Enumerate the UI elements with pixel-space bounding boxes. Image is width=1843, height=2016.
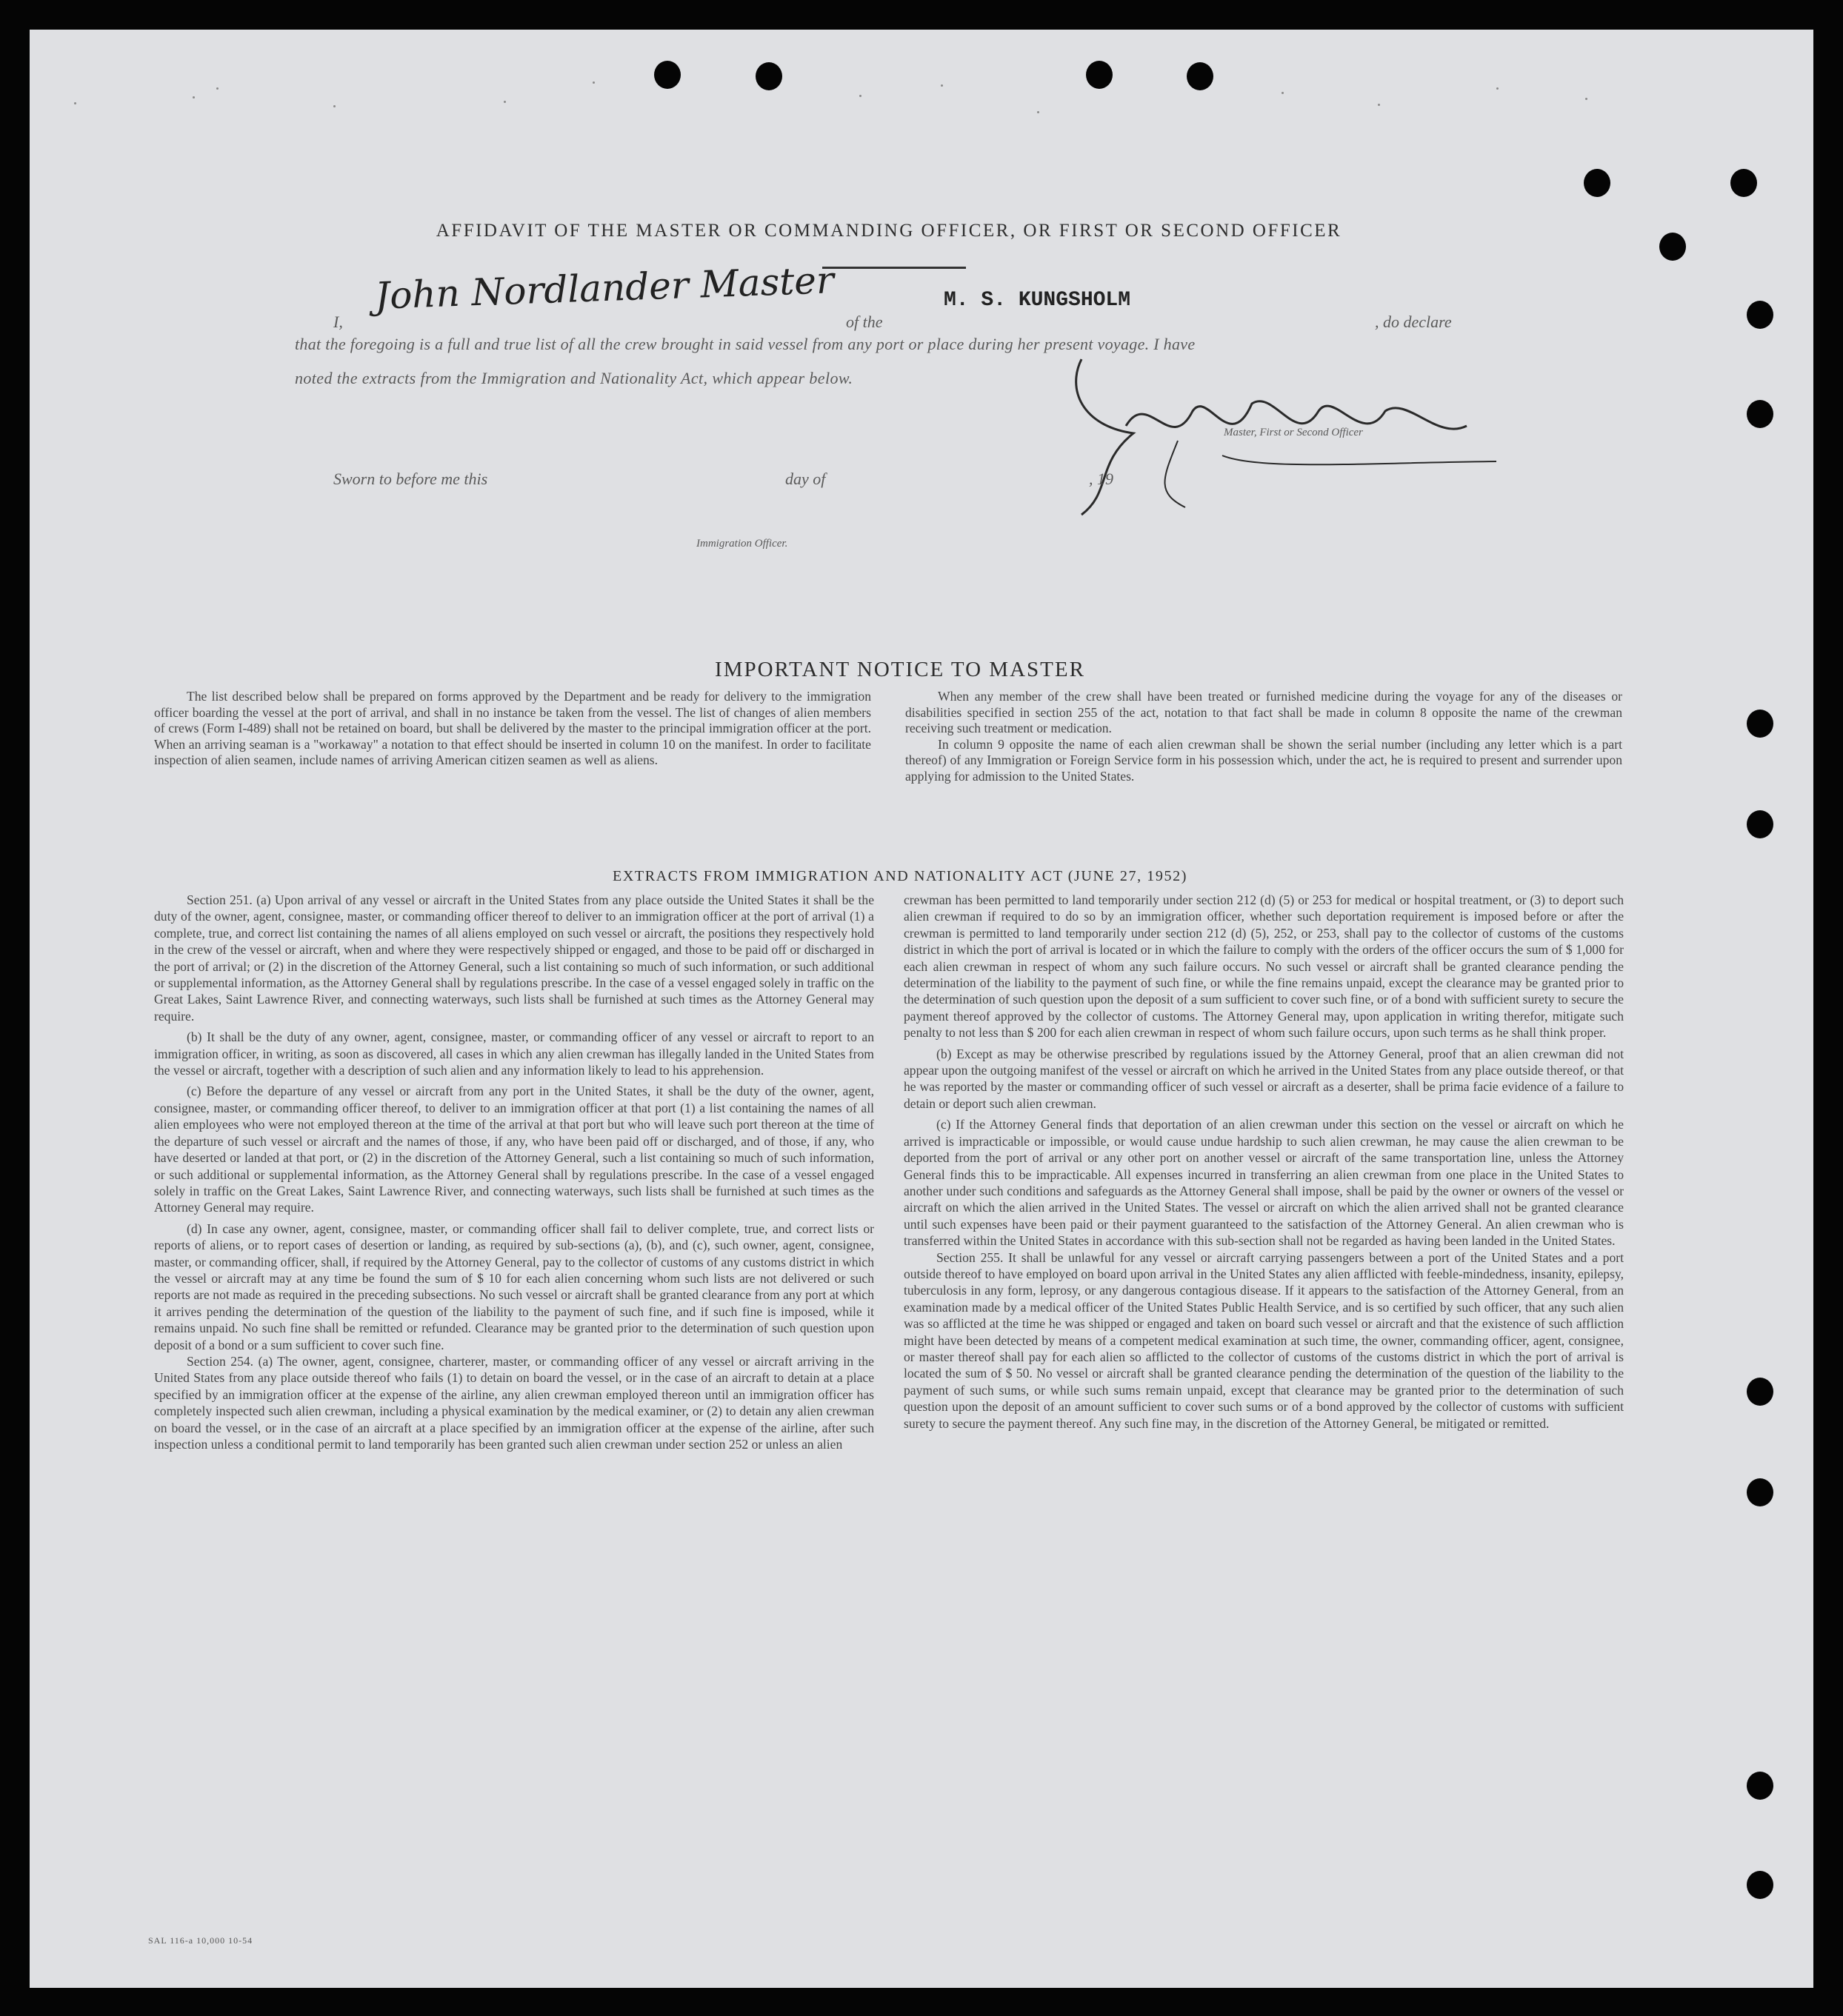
- dust-speck: [941, 84, 943, 87]
- sworn-day-of: day of: [785, 470, 826, 488]
- extract-paragraph: Section 251. (a) Upon arrival of any vessel or aircraft in the United States from any place outside the United States it shall be the duty of the owner, agent, consignee, master, or commanding officer thereof to deliver to an immigration officer at the port of arrival (1) a complete, true, and correct list containing the names of all aliens employed on such vessel or aircraft, the positions they respectively hold in the crew of the vessel or aircraft, when and where they were respectively shipped or engaged, and those to be paid off or discharged in the port of arrival; or (2) in the discretion of the Attorney General, such a list containing so much of such information, or such additional or supplemental information, as the Attorney General shall by regulations prescribe. In the case of a vessel engaged solely in traffic on the Great Lakes, Saint Lawrence River, and connecting waterways, such lists shall be furnished at such times as the Attorney General may require.: [154, 892, 874, 1024]
- declaration-suffix: , do declare: [1375, 313, 1452, 331]
- punch-hole: [654, 61, 681, 89]
- punch-hole: [756, 62, 782, 90]
- notice-left-column: [154, 689, 871, 769]
- punch-hole: [1747, 1871, 1773, 1899]
- punch-hole: [1584, 169, 1610, 197]
- extract-paragraph: (c) Before the departure of any vessel or aircraft from any port in the United States, it shall be the duty of the owner, agent, consignee, master, or commanding officer thereof, to deliver to an immigration officer at that port (1) a list containing the names of all alien employees who were not employed thereon at the time of the arrival at that port but who will leave such port thereon at the time of the departure of such vessel or aircraft and the names of those, if any, who have been paid off or discharged, and of those, if any, who have deserted or landed at that port, or (2) in the discretion of the Attorney General, such a list containing so much of such information, or such additional or supplemental information, as the Attorney General shall by regulations prescribe. In the case of a vessel engaged solely in traffic on the Great Lakes, Saint Lawrence River, and connecting waterways, such lists shall be furnished at such times as the Attorney General may require.: [154, 1084, 874, 1215]
- extracts-title: EXTRACTS FROM IMMIGRATION AND NATIONALITY ACT (JUNE 27, 1952): [613, 868, 1187, 884]
- notice-right-column: [905, 689, 1622, 785]
- dust-speck: [1037, 111, 1039, 113]
- extract-paragraph: Section 254. (a) The owner, agent, consignee, charterer, master, or commanding officer of any vessel or aircraft arriving in the United States from any place outside thereof who fails (1) to detain on board the vessel, or in the case of an aircraft to detain at a place specified by an immigration officer at the expense of the airline, any alien crewman employed thereon until an immigration officer has completely inspected such alien crewman, including a physical examination by the medical examiner, or (2) to detain any alien crewman on board the vessel, or in the case of an aircraft at a place specified by an immigration officer at the expense of the airline, after such inspection unless a conditional permit to land temporarily has been granted such alien crewman under section 252 or unless an alien: [154, 1353, 874, 1452]
- extracts-left-column: [154, 892, 874, 1452]
- dust-speck: [193, 96, 195, 99]
- extract-paragraph: crewman has been permitted to land temporarily under section 212 (d) (5) or 253 for medical or hospital treatment, or (3) to deport such alien crewman if required to do so by an immigration officer, whether such deportation requirement is imposed before or after the crewman is permitted to land temporarily under section 212 (d) (5), 252, or 253, shall pay to the collector of customs of the customs district in which the port of arrival is located or in which the failure to comply with the orders of the officer occurs the sum of $ 1,000 for each alien crewman in respect of whom any such failure occurs. No such vessel or aircraft shall be granted clearance pending the determination of the liability to the payment of such fine, or while the fine remains unpaid, except the clearance may be granted prior to the determination of such question upon the deposit of a sum sufficient to cover such fine, or of a bond with sufficient surety to secure the payment thereof approved by the collector of customs. The Attorney General may, upon application in writing therefor, mitigate such penalty to not less than $ 200 for each alien crewman in respect of whom such failure occurs, upon such terms as he shall think proper.: [904, 892, 1624, 1041]
- punch-hole: [1747, 710, 1773, 738]
- handwritten-signer-name: John Nordlander Master: [374, 258, 835, 318]
- declaration-prefix: I,: [333, 313, 343, 331]
- punch-hole: [1747, 1478, 1773, 1506]
- dust-speck: [859, 95, 861, 97]
- sworn-text: Sworn to before me this: [333, 470, 488, 488]
- notice-title: IMPORTANT NOTICE TO MASTER: [715, 658, 1085, 681]
- dust-speck: [216, 87, 219, 90]
- affidavit-title: AFFIDAVIT OF THE MASTER OR COMMANDING OFFICER, OR FIRST OR SECOND OFFICER: [436, 221, 1342, 241]
- dust-speck: [504, 101, 506, 103]
- declaration-line-2: that the foregoing is a full and true list of all the crew brought in said vessel from any port or place during her present voyage. I have: [295, 335, 1196, 353]
- signature-caption: Master, First or Second Officer: [1224, 427, 1363, 438]
- dust-speck: [1378, 104, 1380, 106]
- extract-paragraph: Section 255. It shall be unlawful for any vessel or aircraft carrying passengers between a port of the United States and a port outside thereof to have employed on board upon arrival in the United States any alien afflicted with feeble-mindedness, insanity, epilepsy, tuberculosis in any form, leprosy, or any dangerous contagious disease. If it appears to the satisfaction of the Attorney General, from an examination made by a medical officer of the United States Public Health Service, and is so certified by such officer, that any such alien was so afflicted at the time he was shipped or engaged and taken on board such vessel or aircraft and that the existence of such affliction might have been detected by means of a competent medical examination at such time, the owner, commanding officer, agent, consignee, or master thereof shall pay for each alien so afflicted to the collector of customs of the customs district in which the port of arrival is located the sum of $ 50. No vessel or aircraft shall be granted clearance pending the determination of the question of the liability to the payment of such sums, or while such sums remain unpaid, except that clearance may be granted prior to the determination of such question upon the deposit of an amount sufficient to cover such sums or of a bond approved by the collector of customs with sufficient surety to secure the payment thereof. Any such fine may, in the discretion of the Attorney General, be mitigated or remitted.: [904, 1249, 1624, 1431]
- extract-paragraph: (b) It shall be the duty of any owner, agent, consignee, master, or commanding officer of any vessel or aircraft to report to an immigration officer, in writing, as soon as discovered, all cases in which any alien crewman has illegally landed in the United States from the vessel or aircraft, together with a description of such alien and any information likely to lead to his apprehension.: [154, 1029, 874, 1078]
- punch-hole: [1747, 1378, 1773, 1406]
- dust-speck: [1282, 92, 1284, 94]
- extract-paragraph: (c) If the Attorney General finds that deportation of an alien crewman under this section on the vessel or aircraft on which he arrived is impracticable or impossible, or would cause undue hardship to such alien crewman, he may cause the alien crewman to be deported from the port of arrival or any other port on another vessel or aircraft of the same transportation line, unless the Attorney General finds this to be impracticable. All expenses incurred in transferring an alien crewman from one place in the United States to another under such conditions and safeguards as the Attorney General shall impose, shall be paid by the owner or owners of the vessel or aircraft on which the alien arrived in the United States. The vessel or aircraft on which the alien arrived shall not be granted clearance until such expenses have been paid or their payment guaranteed to the satisfaction of the Attorney General. An alien crewman who is transferred within the United States in accordance with this sub-section shall not be regarded as having been landed in the United States.: [904, 1117, 1624, 1249]
- extract-paragraph: (d) In case any owner, agent, consignee, master, or commanding officer shall fail to deliver complete, true, and correct lists or reports of aliens, or to report cases of desertion or landing, as required by sub-sections (a), (b), and (c), such owner, agent, consignee, master, or commanding officer, shall, if required by the Attorney General, pay to the collector of customs of any customs district in which the vessel or aircraft may at any time be found the sum of $ 10 for each alien concerning whom such lists are not delivered or such reports are not made as required in the preceding subsections. No such vessel or aircraft shall be granted clearance from any port at which it arrives pending the determination of the question of the liability to the payment of such fine, and if such fine is imposed, while it remains unpaid. No such fine shall be remitted or refunded. Clearance may be granted prior to the determination of such question upon deposit of a bond or a sum sufficient to cover such fine.: [154, 1221, 874, 1352]
- vessel-name: M. S. KUNGSHOLM: [944, 289, 1131, 312]
- dust-speck: [74, 102, 76, 104]
- extract-paragraph: (b) Except as may be otherwise prescribed by regulations issued by the Attorney General, proof that an alien crewman did not appear upon the outgoing manifest of the vessel or aircraft on which he arrived in the United States from any place outside thereof, or that he was reported by the master or commanding officer of such vessel or aircraft as a deserter, shall be prima facie evidence of a failure to detain or deport such alien crewman.: [904, 1046, 1624, 1111]
- notice-paragraph: In column 9 opposite the name of each alien crewman shall be shown the serial number (including any letter which is a part thereof) of any Immigration or Foreign Service form in his possession which, under the act, he is required to present and surrender upon applying for admission to the United States.: [905, 736, 1622, 784]
- punch-hole: [1747, 810, 1773, 838]
- dust-speck: [593, 81, 595, 84]
- dust-speck: [1496, 87, 1499, 90]
- notice-paragraph: The list described below shall be prepared on forms approved by the Department and be ready for delivery to the immigration officer boarding the vessel at the port of arrival, and shall in no instance be taken from the vessel. The list of changes of alien members of crews (Form I-489) shall not be retained on board, but shall be delivered by the master to the principal immigration officer at the port. When an arriving seaman is a "workaway" a notation to that effect should be inserted in column 10 on the manifest. In order to facilitate inspection of alien seamen, include names of arriving American citizen seamen as well as aliens.: [154, 689, 871, 768]
- punch-hole: [1747, 1772, 1773, 1800]
- declaration-line-3: noted the extracts from the Immigration and Nationality Act, which appear below.: [295, 369, 853, 387]
- declaration-of-the: of the: [846, 313, 883, 331]
- sworn-year: , 19: [1089, 470, 1113, 488]
- notice-paragraph: When any member of the crew shall have been treated or furnished medicine during the voyage for any of the diseases or disabilities specified in section 255 of the act, notation to that fact shall be made in column 8 opposite the name of the crewman receiving such treatment or medication.: [905, 689, 1622, 736]
- dust-speck: [333, 105, 336, 107]
- document-page: [30, 30, 1813, 1988]
- immigration-officer-label: Immigration Officer.: [696, 538, 788, 550]
- dust-speck: [1585, 98, 1587, 100]
- extracts-right-column: [904, 892, 1624, 1432]
- punch-hole: [1747, 400, 1773, 428]
- punch-hole: [1086, 61, 1113, 89]
- form-number: SAL 116-a 10,000 10-54: [148, 1935, 253, 1946]
- punch-hole: [1747, 301, 1773, 329]
- punch-hole: [1730, 169, 1757, 197]
- punch-hole: [1187, 62, 1213, 90]
- title-divider: [822, 267, 966, 269]
